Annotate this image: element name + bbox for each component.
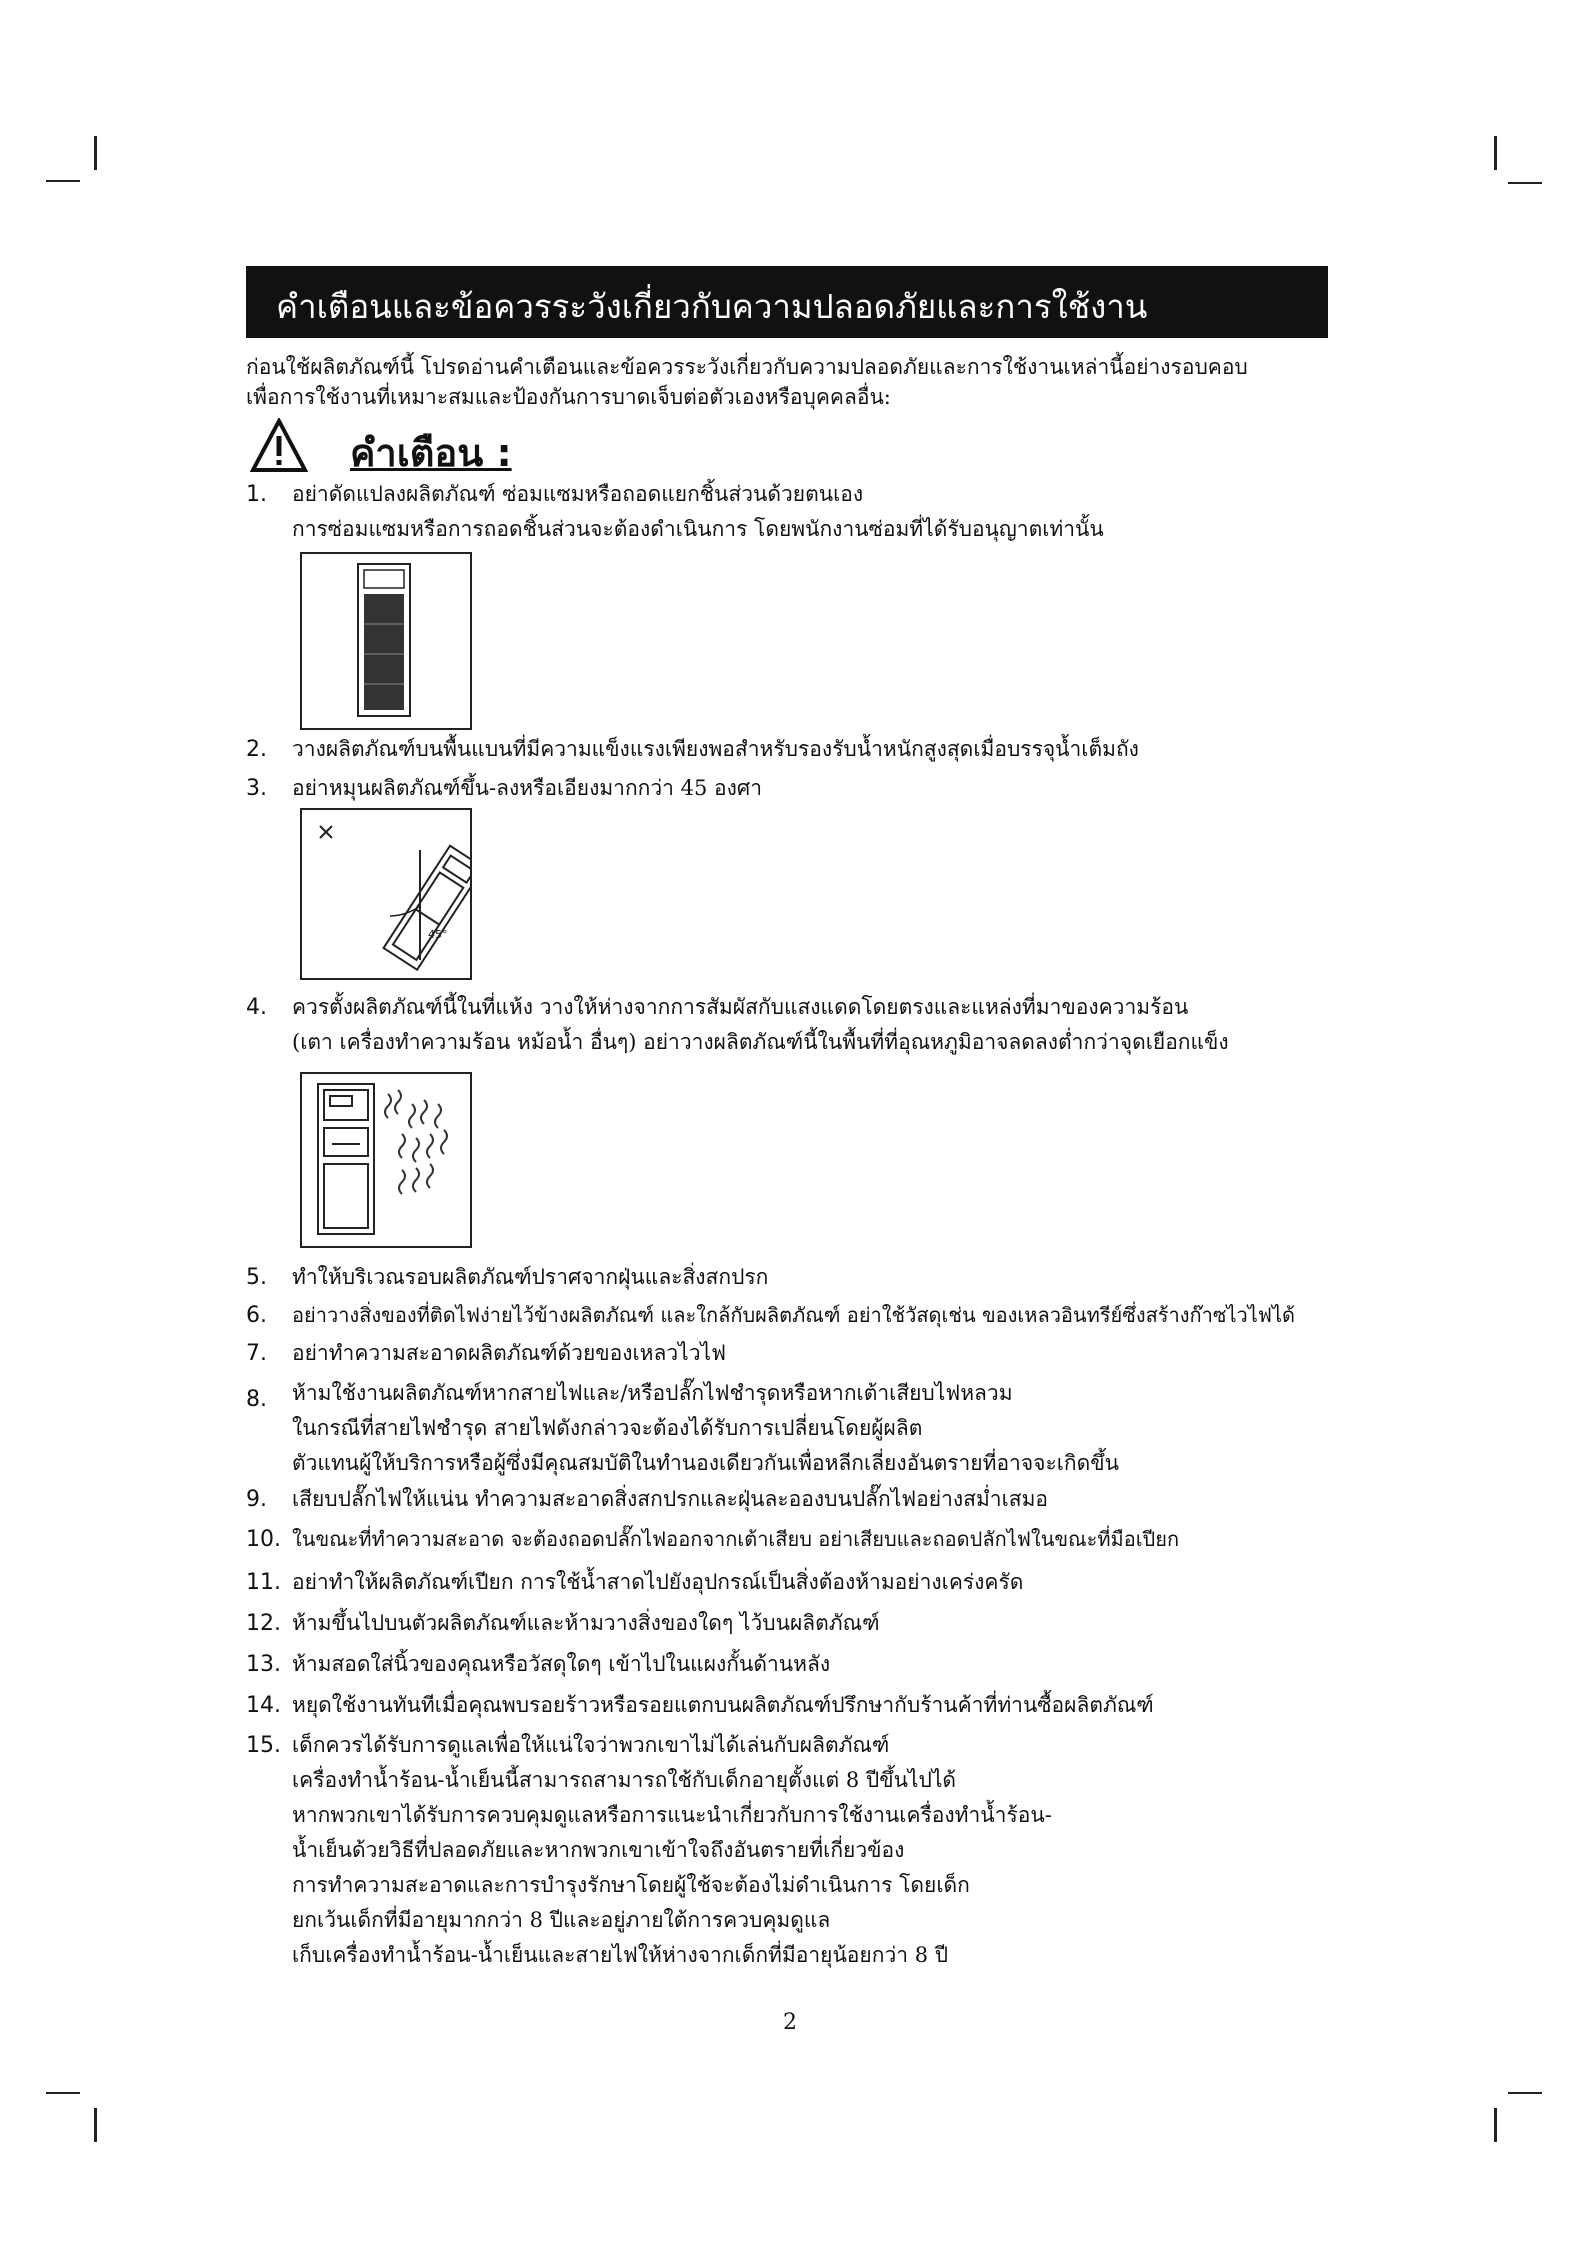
- crop-mark-br-v: [1494, 2108, 1497, 2142]
- dispenser-illustration: [302, 554, 470, 728]
- item-line: อย่าดัดแปลงผลิตภัณฑ์ ซ่อมแซมหรือถอดแยกชิ้นส่วนด้วยตนเอง: [292, 482, 864, 506]
- item-line: (เตา เครื่องทำความร้อน หม้อน้ำ อื่นๆ) อย่าวางผลิตภัณฑ์นี้ในพื้นที่ที่อุณหภูมิอาจลดลงต่ำกว่าจุดเยือกแข็ง: [292, 1030, 1229, 1054]
- section-header: [246, 266, 1328, 338]
- item-number: 11.: [246, 1570, 281, 1595]
- intro-paragraph: [246, 352, 1336, 412]
- item-number: 15.: [246, 1733, 281, 1758]
- crop-mark-tl-h: [46, 180, 80, 182]
- item-line: การซ่อมแซมหรือการถอดชิ้นส่วนจะต้องดำเนินการ โดยพนักงานซ่อมที่ได้รับอนุญาตเท่านั้น: [292, 517, 1104, 541]
- item-line: ห้ามสอดใส่นิ้วของคุณหรือวัสดุใดๆ เข้าไปในแผงกั้นด้านหลัง: [292, 1652, 831, 1676]
- heat-illustration: [302, 1074, 470, 1246]
- item-number: 1.: [246, 482, 267, 507]
- item-line: อย่าทำความสะอาดผลิตภัณฑ์ด้วยของเหลวไวไฟ: [292, 1341, 726, 1365]
- figure-dispenser-front: [300, 552, 472, 730]
- item-line: ในกรณีที่สายไฟชำรุด สายไฟดังกล่าวจะต้องได้รับการเปลี่ยนโดยผู้ผลิต: [292, 1416, 923, 1440]
- item-number: 4.: [246, 995, 267, 1020]
- item-number: 12.: [246, 1611, 281, 1636]
- crop-mark-br-h: [1508, 2092, 1542, 2094]
- crop-mark-tr-h: [1508, 182, 1542, 184]
- item-line: ห้ามขึ้นไปบนตัวผลิตภัณฑ์และห้ามวางสิ่งของใดๆ ไว้บนผลิตภัณฑ์: [292, 1611, 880, 1635]
- tilt-angle-label: 45°: [428, 928, 448, 941]
- item-number: 3.: [246, 776, 267, 801]
- item-line: ยกเว้นเด็กที่มีอายุมากกว่า 8 ปีและอยู่ภายใต้การควบคุมดูแล: [292, 1908, 831, 1932]
- item-line: ตัวแทนผู้ให้บริการหรือผู้ซึ่งมีคุณสมบัติในทำนองเดียวกันเพื่อหลีกเลี่ยงอันตรายที่อาจจะเกิดขึ้น: [292, 1451, 1119, 1475]
- item-number: 9.: [246, 1487, 267, 1512]
- figure-heat-source: [300, 1072, 472, 1248]
- item-line: อย่าทำให้ผลิตภัณฑ์เปียก การใช้น้ำสาดไปยังอุปกรณ์เป็นสิ่งต้องห้ามอย่างเคร่งครัด: [292, 1570, 1024, 1594]
- item-line: น้ำเย็นด้วยวิธีที่ปลอดภัยและหากพวกเขาเข้าใจถึงอันตรายที่เกี่ยวข้อง: [292, 1838, 905, 1862]
- item-line: ทำให้บริเวณรอบผลิตภัณฑ์ปราศจากฝุ่นและสิ่งสกปรก: [292, 1265, 769, 1289]
- crop-mark-bl-v: [94, 2108, 97, 2142]
- item-number: 10.: [246, 1527, 281, 1552]
- item-number: 14.: [246, 1693, 281, 1718]
- item-number: 6.: [246, 1303, 267, 1328]
- crop-mark-bl-h: [46, 2092, 80, 2094]
- crop-mark-tl-v: [94, 136, 97, 170]
- page-number: 2: [783, 2010, 797, 2035]
- intro-line: ก่อนใช้ผลิตภัณฑ์นี้ โปรดอ่านคำเตือนและข้อควรระวังเกี่ยวกับความปลอดภัยและการใช้งานเหล่านี้อย่างรอบคอบ: [246, 355, 1248, 379]
- item-line: เด็กควรได้รับการดูแลเพื่อให้แน่ใจว่าพวกเขาไม่ได้เล่นกับผลิตภัณฑ์: [292, 1733, 890, 1757]
- item-line: อย่าวางสิ่งของที่ติดไฟง่ายไว้ข้างผลิตภัณฑ์ และใกล้กับผลิตภัณฑ์ อย่าใช้วัสดุเช่น ของเหลวอินทรีย์ซึ่งสร้างก๊าซไวไฟได้: [292, 1303, 1296, 1327]
- item-line: เสียบปลั๊กไฟให้แน่น ทำความสะอาดสิ่งสกปรกและฝุ่นละอองบนปลั๊กไฟอย่างสม่ำเสมอ: [292, 1487, 1049, 1511]
- item-line: เก็บเครื่องทำน้ำร้อน-น้ำเย็นและสายไฟให้ห่างจากเด็กที่มีอายุน้อยกว่า 8 ปี: [292, 1943, 949, 1967]
- item-line: ห้ามใช้งานผลิตภัณฑ์หากสายไฟและ/หรือปลั๊กไฟชำรุดหรือหากเต้าเสียบไฟหลวม: [292, 1381, 1013, 1405]
- item-line: ควรตั้งผลิตภัณฑ์นี้ในที่แห้ง วางให้ห่างจากการสัมผัสกับแสงแดดโดยตรงและแหล่งที่มาของความร้อน: [292, 995, 1189, 1019]
- item-line: หยุดใช้งานทันทีเมื่อคุณพบรอยร้าวหรือรอยแตกบนผลิตภัณฑ์ปรึกษากับร้านค้าที่ท่านซื้อผลิตภัณฑ์: [292, 1693, 1154, 1717]
- item-number: 5.: [246, 1265, 267, 1290]
- item-number: 8.: [246, 1387, 267, 1412]
- item-line: หากพวกเขาได้รับการควบคุมดูแลหรือการแนะนำเกี่ยวกับการใช้งานเครื่องทำน้ำร้อน-: [292, 1803, 1052, 1827]
- item-line: เครื่องทำน้ำร้อน-น้ำเย็นนี้สามารถสามารถใช้กับเด็กอายุตั้งแต่ 8 ปีขึ้นไปได้: [292, 1768, 957, 1792]
- section-title: คำเตือนและข้อควรระวังเกี่ยวกับความปลอดภัยและการใช้งาน: [276, 287, 1148, 326]
- warning-title: คำเตือน :: [350, 431, 512, 475]
- figure-tilt-warning: [300, 808, 472, 980]
- crop-mark-tr-v: [1494, 136, 1497, 170]
- item-line: ในขณะที่ทำความสะอาด จะต้องถอดปลั๊กไฟออกจากเต้าเสียบ อย่าเสียบและถอดปลักไฟในขณะที่มือเปียก: [292, 1527, 1180, 1551]
- item-line: การทำความสะอาดและการบำรุงรักษาโดยผู้ใช้จะต้องไม่ดำเนินการ โดยเด็ก: [292, 1873, 970, 1897]
- item-number: 2.: [246, 737, 267, 762]
- item-line: วางผลิตภัณฑ์บนพื้นแบนที่มีความแข็งแรงเพียงพอสำหรับรองรับน้ำหนักสูงสุดเมื่อบรรจุน้ำเต็มถัง: [292, 737, 1139, 761]
- tilt-illustration: [302, 810, 470, 978]
- item-line: อย่าหมุนผลิตภัณฑ์ขึ้น-ลงหรือเอียงมากกว่า 45 องศา: [292, 776, 763, 800]
- intro-line: เพื่อการใช้งานที่เหมาะสมและป้องกันการบาดเจ็บต่อตัวเองหรือบุคคลอื่น:: [246, 385, 891, 409]
- warning-triangle-icon: [250, 418, 308, 474]
- item-number: 13.: [246, 1652, 281, 1677]
- item-number: 7.: [246, 1341, 267, 1366]
